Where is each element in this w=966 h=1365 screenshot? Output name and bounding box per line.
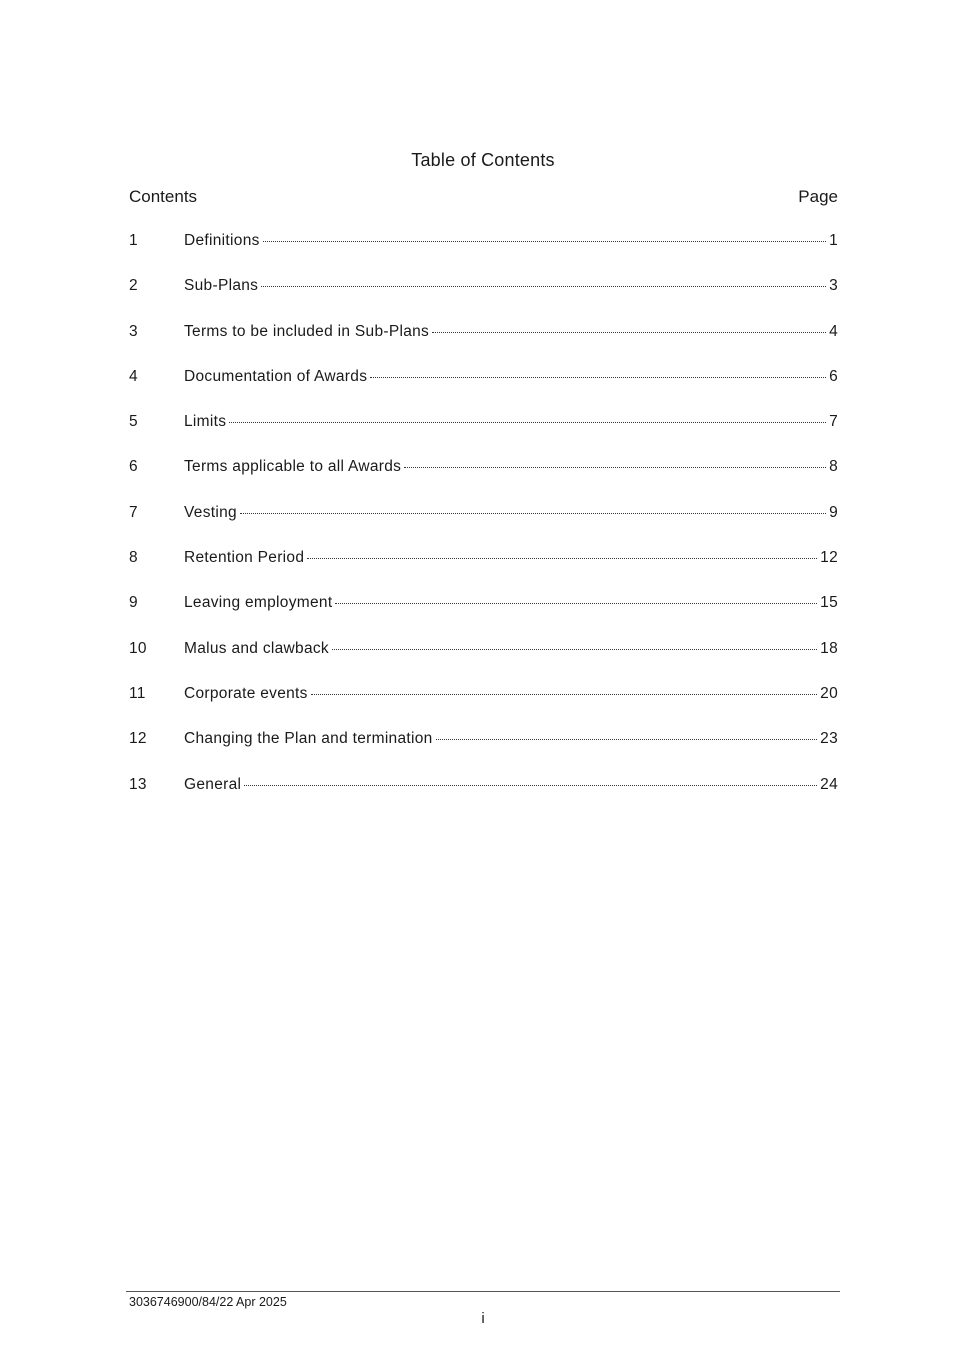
toc-entry-title[interactable]: Terms to be included in Sub-Plans	[184, 322, 430, 340]
toc-entry-definitions[interactable]	[129, 232, 838, 277]
toc-entry-page: 3	[829, 277, 838, 295]
dot-leader	[432, 330, 826, 333]
toc-entry-page: 6	[829, 367, 838, 385]
toc-entry-page: 23	[820, 730, 838, 748]
toc-entry-page: 15	[820, 594, 838, 612]
toc-entry-title[interactable]: Sub-Plans	[184, 277, 259, 295]
toc-entry-title[interactable]: Limits	[184, 413, 227, 431]
toc-header	[129, 187, 838, 207]
dot-leader	[311, 692, 817, 695]
toc-entry-number: 10	[129, 639, 147, 657]
toc-entry-title[interactable]: Retention Period	[184, 549, 305, 567]
toc-entry-number: 13	[129, 775, 147, 793]
toc-entry-title[interactable]: Leaving employment	[184, 594, 333, 612]
toc-entry-page: 4	[829, 322, 838, 340]
toc-entry-page: 20	[820, 684, 838, 702]
toc-entry-title[interactable]: Corporate events	[184, 684, 308, 702]
dot-leader	[261, 284, 826, 287]
toc-entry-limits[interactable]	[129, 413, 838, 458]
toc-entry-number: 7	[129, 503, 138, 521]
toc-entry-number: 4	[129, 367, 138, 385]
page-label: Page	[798, 187, 838, 206]
toc-entry-sub-plans[interactable]	[129, 277, 838, 322]
toc-entry-title[interactable]: Definitions	[184, 232, 260, 249]
toc-entry-title[interactable]: General	[184, 775, 242, 793]
toc-entry-title[interactable]: Malus and clawback	[184, 639, 329, 657]
toc-entry-number: 2	[129, 277, 138, 295]
toc-entry-malus[interactable]	[129, 640, 838, 685]
toc-entry-vesting[interactable]	[129, 504, 838, 549]
dot-leader	[332, 647, 817, 650]
contents-label: Contents	[129, 187, 198, 206]
toc-entry-page: 24	[820, 775, 838, 793]
dot-leader	[229, 420, 826, 423]
page-title: Table of Contents	[411, 150, 555, 170]
toc-entry-number: 9	[129, 594, 138, 612]
dot-leader	[244, 783, 817, 786]
footer-page-number: i	[481, 1310, 485, 1327]
toc-list	[129, 232, 838, 821]
toc-entry-retention[interactable]	[129, 549, 838, 594]
footer-reference: 3036746900/84/22 Apr 2025	[129, 1295, 287, 1309]
toc-entry-number: 12	[129, 730, 147, 748]
toc-entry-page: 18	[820, 639, 838, 657]
footer-divider	[126, 1291, 840, 1292]
toc-entry-number: 1	[129, 232, 138, 249]
toc-entry-terms-sub-plans[interactable]	[129, 323, 838, 368]
dot-leader	[240, 511, 826, 514]
toc-entry-leaving[interactable]	[129, 594, 838, 639]
toc-entry-page: 12	[820, 549, 838, 567]
toc-entry-page: 8	[829, 458, 838, 476]
toc-entry-general[interactable]	[129, 776, 838, 821]
toc-entry-number: 11	[129, 684, 146, 702]
toc-entry-title[interactable]: Terms applicable to all Awards	[184, 458, 402, 476]
toc-entry-number: 6	[129, 458, 138, 476]
toc-entry-documentation[interactable]	[129, 368, 838, 413]
toc-entry-corporate-events[interactable]	[129, 685, 838, 730]
toc-entry-title[interactable]: Vesting	[184, 503, 237, 521]
dot-leader	[370, 375, 826, 378]
toc-entry-number: 8	[129, 549, 138, 567]
toc-entry-page: 7	[829, 413, 838, 431]
dot-leader	[263, 239, 826, 242]
dot-leader	[436, 737, 818, 740]
toc-entry-page: 9	[829, 503, 838, 521]
toc-entry-terms-awards[interactable]	[129, 458, 838, 503]
dot-leader	[404, 465, 826, 468]
dot-leader	[335, 601, 817, 604]
toc-entry-number: 5	[129, 413, 138, 431]
toc-entry-page: 1	[829, 232, 838, 249]
toc-entry-number: 3	[129, 322, 138, 340]
toc-entry-title[interactable]: Documentation of Awards	[184, 367, 368, 385]
toc-entry-title[interactable]: Changing the Plan and termination	[184, 730, 433, 748]
toc-entry-changing-plan[interactable]	[129, 730, 838, 775]
dot-leader	[307, 556, 817, 559]
